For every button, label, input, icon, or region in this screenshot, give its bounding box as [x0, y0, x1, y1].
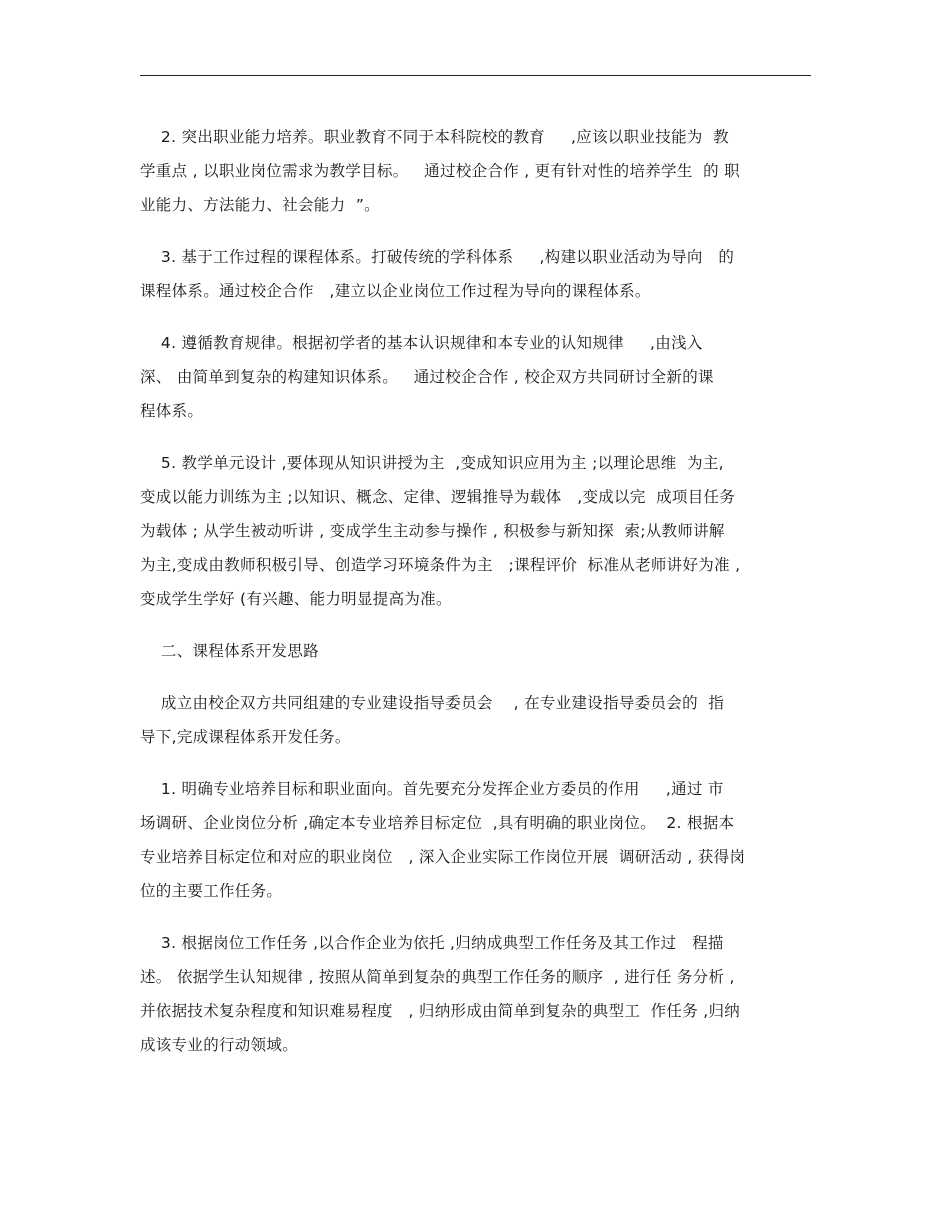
paragraph: [140, 686, 818, 754]
text-line: 学重点 , 以职业岗位需求为教学目标。 通过校企合作 , 更有针对性的培养学生 的 职: [140, 162, 740, 180]
paragraph: [140, 926, 818, 1062]
paragraph: [140, 326, 818, 428]
text-line: 变成学生学好 (有兴趣、能力明显提高为准。: [140, 590, 452, 608]
text-line: 深、 由简单到复杂的构建知识体系。 通过校企合作 , 校企双方共同研讨全新的课: [140, 368, 714, 386]
text-line: 业能力、方法能力、社会能力 ”。: [140, 196, 380, 214]
paragraph: [140, 120, 818, 222]
text-line: 成该专业的行动领域。: [140, 1036, 299, 1054]
body-text: [140, 120, 818, 1080]
header-rule: [140, 75, 811, 76]
text-line: 二、课程体系开发思路: [140, 642, 319, 660]
text-line: 为载体 ; 从学生被动听讲 , 变成学生主动参与操作 , 积极参与新知探 索;从教师讲解: [140, 522, 725, 540]
text-line: 课程体系。通过校企合作 ,建立以企业岗位工作过程为导向的课程体系。: [140, 282, 651, 300]
text-line: 为主,变成由教师积极引导、创造学习环境条件为主 ;课程评价 标准从老师讲好为准 ,: [140, 556, 741, 574]
text-line: 2. 突出职业能力培养。职业教育不同于本科院校的教育 ,应该以职业技能为 教: [140, 128, 729, 146]
text-line: 3. 根据岗位工作任务 ,以合作企业为依托 ,归纳成典型工作任务及其工作过 程描: [140, 934, 724, 952]
text-line: 成立由校企双方共同组建的专业建设指导委员会 , 在专业建设指导委员会的 指: [140, 694, 725, 712]
text-line: 位的主要工作任务。: [140, 882, 283, 900]
paragraph: [140, 446, 818, 616]
text-line: 变成以能力训练为主 ;以知识、概念、定律、逻辑推导为载体 ,变成以完 成项目任务: [140, 488, 736, 506]
text-line: 4. 遵循教育规律。根据初学者的基本认识规律和本专业的认知规律 ,由浅入: [140, 334, 703, 352]
text-line: 专业培养目标定位和对应的职业岗位 , 深入企业实际工作岗位开展 调研活动 , 获得岗: [140, 848, 746, 866]
text-line: 并依据技术复杂程度和知识难易程度 , 归纳形成由简单到复杂的典型工 作任务 ,归纳: [140, 1002, 741, 1020]
paragraph: [140, 634, 818, 668]
paragraph: [140, 240, 818, 308]
text-line: 导下,完成课程体系开发任务。: [140, 728, 351, 746]
text-line: 场调研、企业岗位分析 ,确定本专业培养目标定位 ,具有明确的职业岗位。 2. 根据本: [140, 814, 735, 832]
text-line: 程体系。: [140, 402, 204, 420]
text-line: 5. 教学单元设计 ,要体现从知识讲授为主 ,变成知识应用为主 ;以理论思维 为主,: [140, 454, 724, 472]
text-line: 1. 明确专业培养目标和职业面向。首先要充分发挥企业方委员的作用 ,通过 市: [140, 780, 724, 798]
paragraph: [140, 772, 818, 908]
text-line: 3. 基于工作过程的课程体系。打破传统的学科体系 ,构建以职业活动为导向 的: [140, 248, 735, 266]
text-line: 述。 依据学生认知规律 , 按照从简单到复杂的典型工作任务的顺序 , 进行任 务分析 ,: [140, 968, 735, 986]
